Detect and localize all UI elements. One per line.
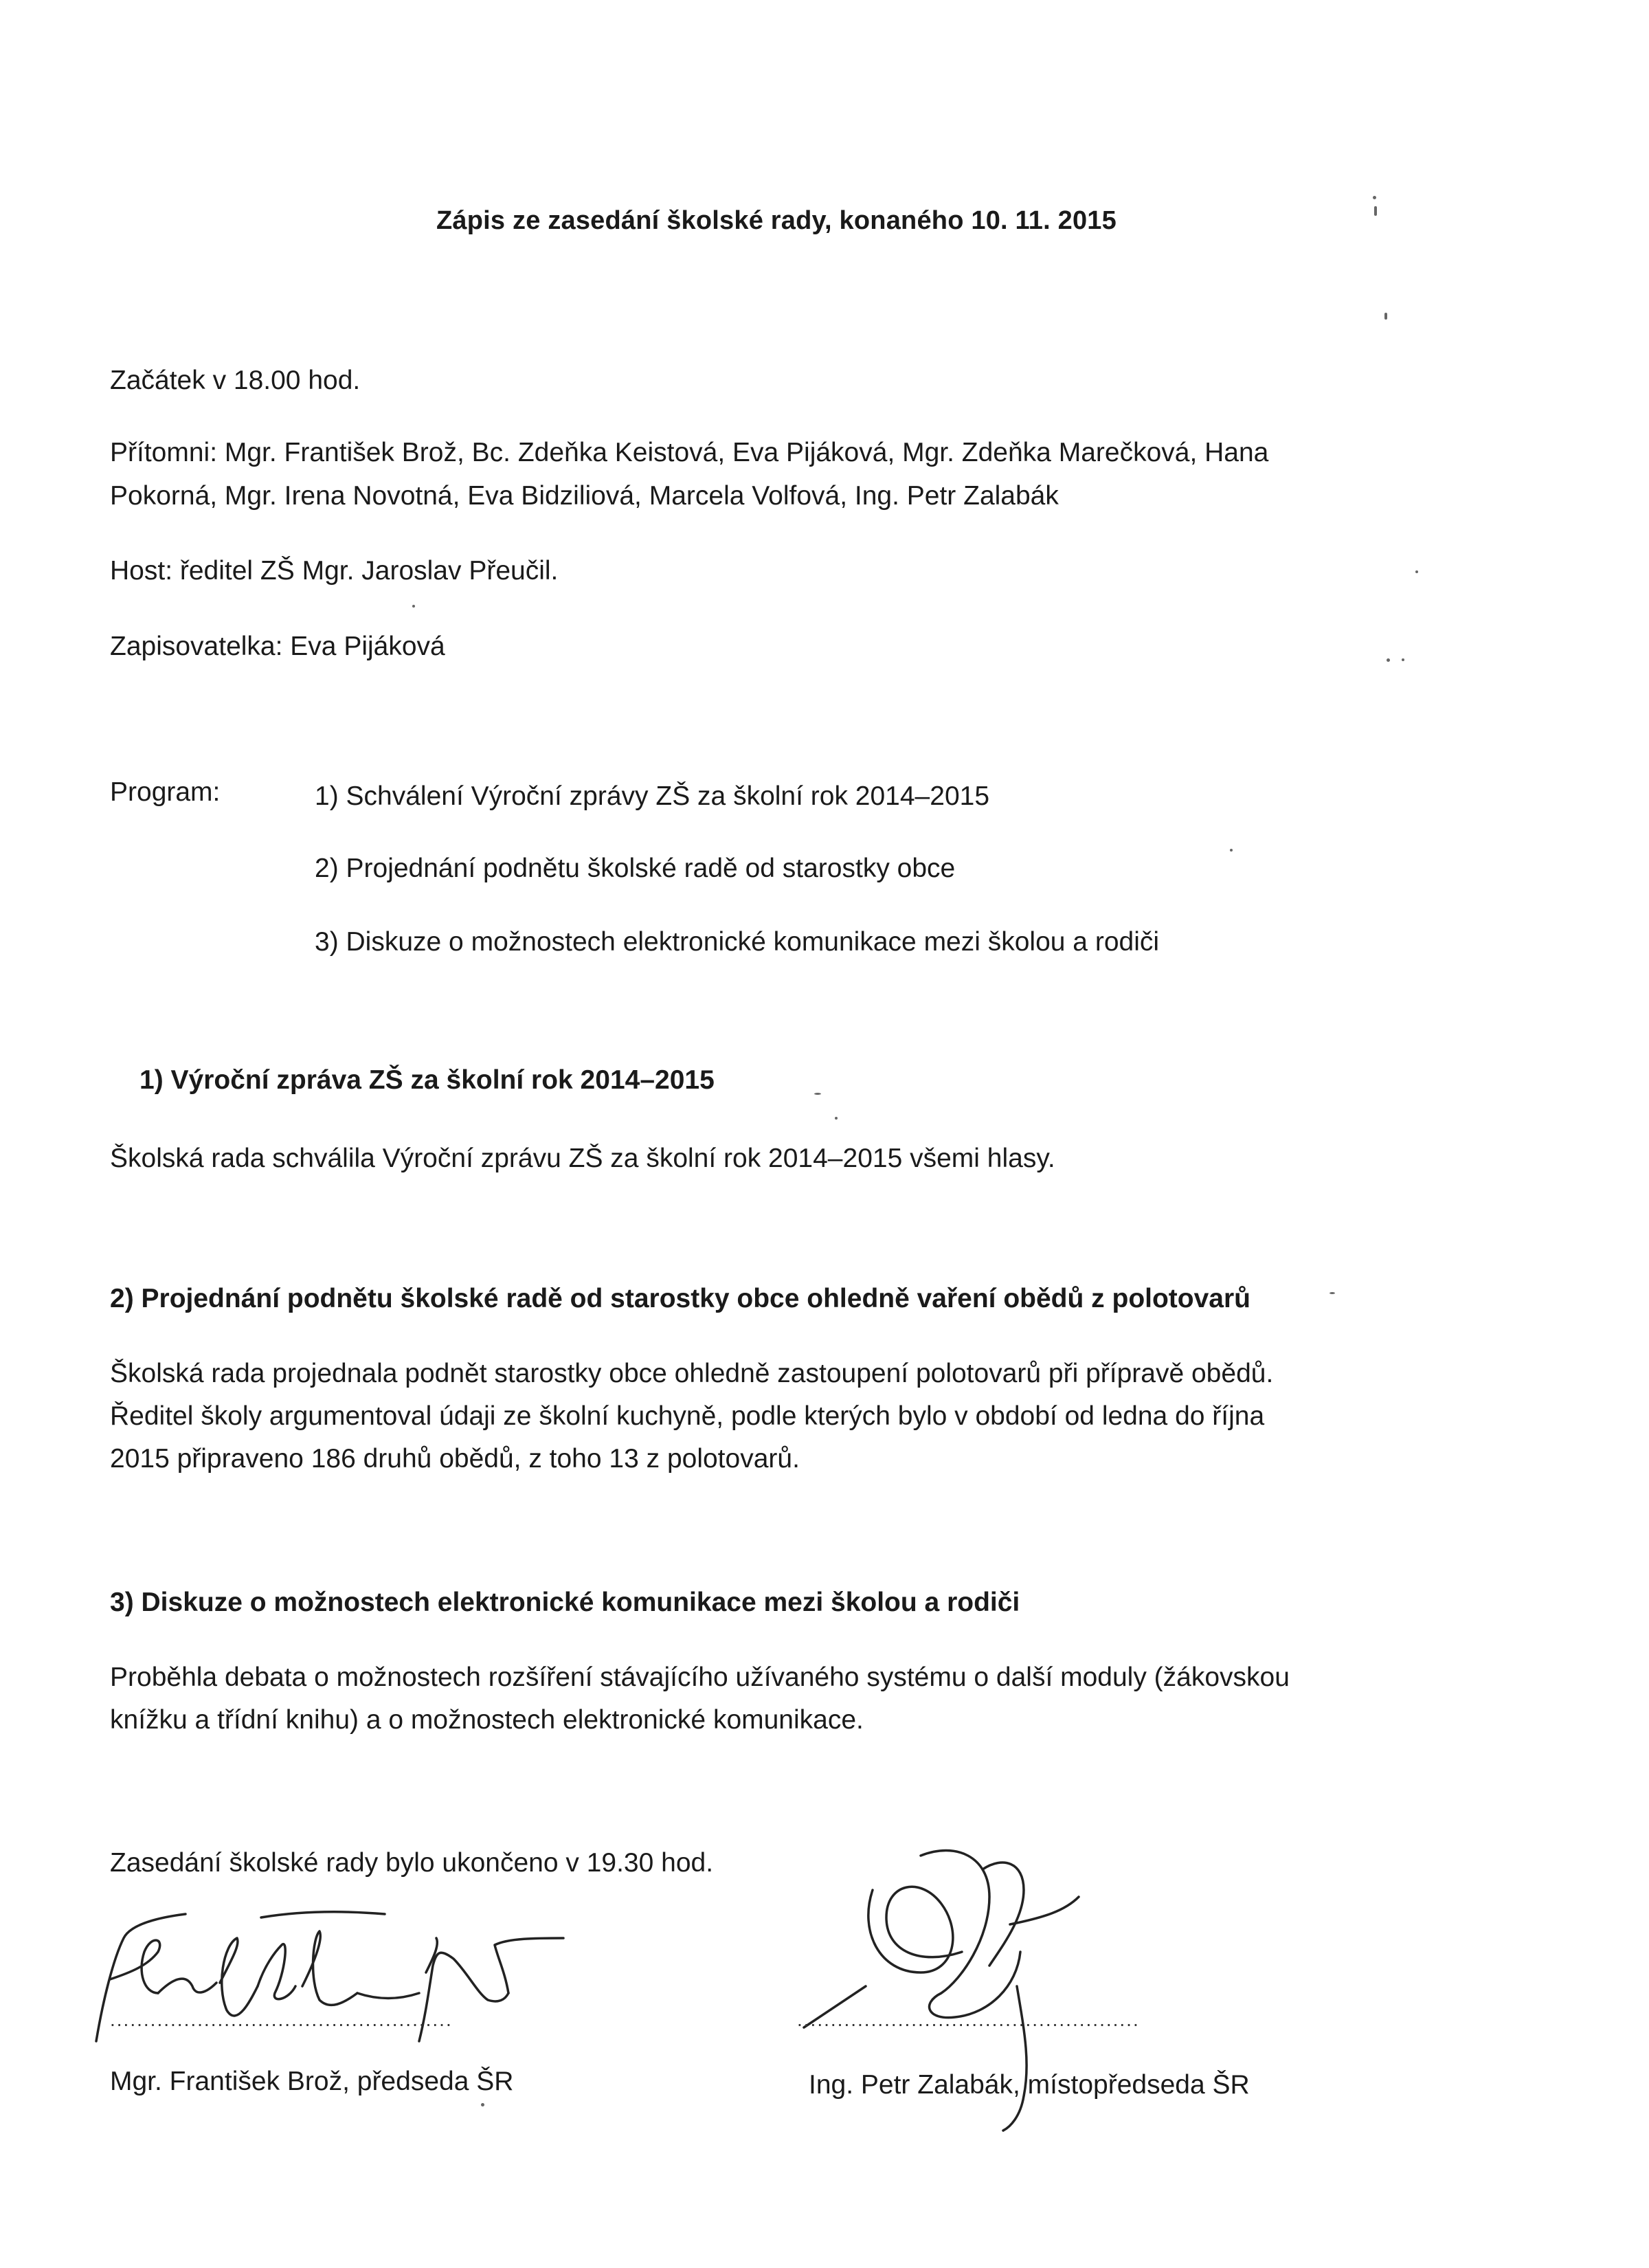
host-line: Host: ředitel ZŠ Mgr. Jaroslav Přeučil. [110,556,559,586]
attendees-line-2: Pokorná, Mgr. Irena Novotná, Eva Bidziliová, Marcela Volfová, Ing. Petr Zalabák [110,481,1059,511]
signature-line-right: ................................................... [797,2009,1140,2030]
closing-line: Zasedání školské rady bylo ukončeno v 19.30 hod. [110,1848,714,1878]
program-item: 1) Schválení Výroční zprávy ZŠ za školní rok 2014–2015 [315,781,990,811]
scan-speck [1387,658,1390,662]
scan-speck [1415,570,1418,573]
scan-speck [1230,849,1233,852]
scan-speck [835,1117,838,1120]
signatory-left-name: Mgr. František Brož, předseda ŠR [110,2067,514,2096]
signature-left [82,1897,632,2055]
scan-speck [412,605,415,608]
section-heading: 3) Diskuze o možnostech elektronické komunikace mezi školou a rodiči [110,1588,1020,1617]
program-item: 2) Projednání podnětu školské radě od starostky obce [315,854,956,883]
section-text-line: Školská rada projednala podnět starostky obce ohledně zastoupení polotovarů při přípravě obědů. [110,1359,1274,1388]
scan-speck [1373,196,1376,199]
section-text: Školská rada schválila Výroční zprávu ZŠ za školní rok 2014–2015 všemi hlasy. [110,1144,1055,1173]
scan-speck [1330,1292,1335,1294]
scan-speck [814,1093,821,1095]
signature-line-left: ................................................... [110,2009,453,2030]
section-text-line: Ředitel školy argumentoval údaji ze školní kuchyně, podle kterých bylo v období od ledna do října [110,1401,1265,1431]
recorder-line: Zapisovatelka: Eva Pijáková [110,632,445,661]
section-heading: 2) Projednání podnětu školské radě od starostky obce ohledně vaření obědů z polotovarů [110,1284,1250,1313]
program-item: 3) Diskuze o možnostech elektronické komunikace mezi školou a rodiči [315,927,1160,957]
scan-speck [481,2103,484,2106]
section-text-line: Proběhla debata o možnostech rozšíření stávajícího užívaného systému o další moduly (žákovskou [110,1663,1290,1692]
program-label: Program: [110,777,221,807]
scan-speck [1384,313,1387,320]
section-text-line: 2015 připraveno 186 druhů obědů, z toho 13 z polotovarů. [110,1444,800,1474]
scan-speck [1374,206,1377,216]
start-time: Začátek v 18.00 hod. [110,366,361,395]
signatory-right-name: Ing. Petr Zalabák, místopředseda ŠR [809,2070,1250,2100]
section-text-line: knížku a třídní knihu) a o možnostech elektronické komunikace. [110,1705,864,1735]
attendees-line-1: Přítomni: Mgr. František Brož, Bc. Zdeňka Keistová, Eva Pijáková, Mgr. Zdeňka Marečková, Hana [110,438,1269,467]
section-heading: 1) Výroční zpráva ZŠ za školní rok 2014–2015 [139,1065,715,1095]
scan-speck [1402,658,1404,661]
document-title: Zápis ze zasedání školské rady, konaného 10. 11. 2015 [436,206,1117,235]
